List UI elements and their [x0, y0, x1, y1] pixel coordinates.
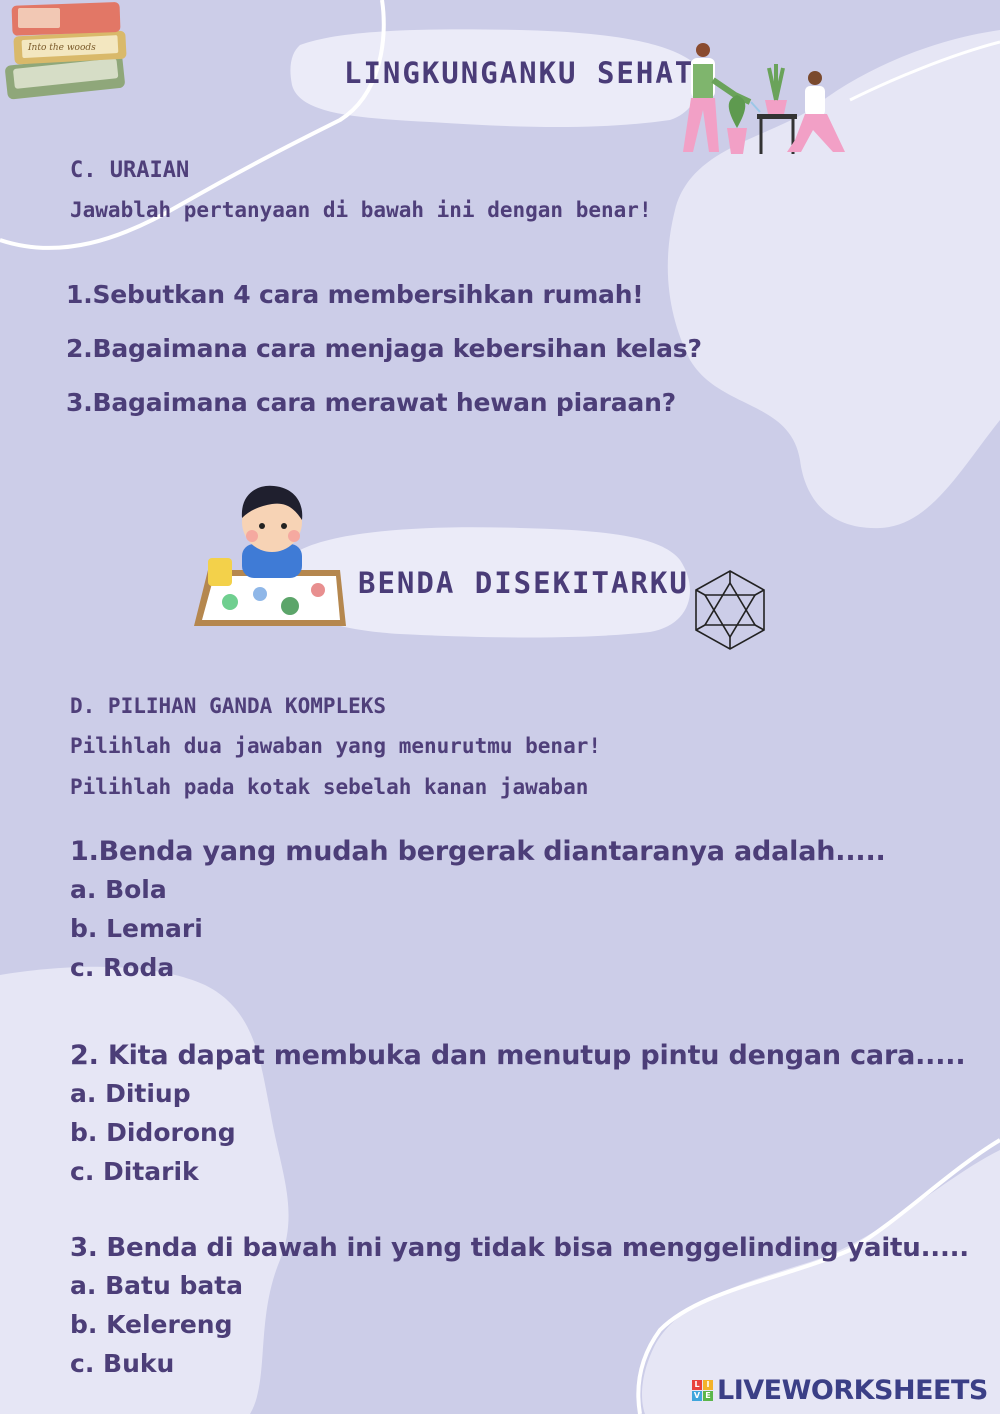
section-heading-uraian: C. URAIAN: [70, 158, 190, 183]
mc-question-2-option-c[interactable]: c. Ditarik: [70, 1157, 199, 1186]
section2-instruction-2: Pilihlah pada kotak sebelah kanan jawaban: [70, 775, 589, 799]
section-title-lingkunganku-sehat: LINGKUNGANKU SEHAT: [344, 56, 695, 90]
mc-question-3-option-b[interactable]: b. Kelereng: [70, 1310, 233, 1339]
essay-question-1: 1.Sebutkan 4 cara membersihkan rumah!: [66, 280, 644, 309]
essay-question-2: 2.Bagaimana cara menjaga kebersihan kelas?: [66, 334, 702, 363]
mc-question-2-option-b[interactable]: b. Didorong: [70, 1118, 236, 1147]
mc-question-3-option-c[interactable]: c. Buku: [70, 1349, 175, 1378]
polyhedron-icon: [693, 569, 767, 651]
liveworksheets-logo-text: LIVEWORKSHEETS: [717, 1374, 988, 1406]
mc-question-2: [70, 1038, 965, 1191]
mc-question-1-option-c[interactable]: c. Roda: [70, 953, 175, 982]
mc-question-1: [70, 834, 886, 987]
mc-question-1-option-b[interactable]: b. Lemari: [70, 914, 203, 943]
mc-question-2-option-a[interactable]: a. Ditiup: [70, 1079, 191, 1108]
section-heading-pilihan-ganda: D. PILIHAN GANDA KOMPLEKS: [70, 694, 387, 718]
mc-question-3-text: 3. Benda di bawah ini yang tidak bisa menggelinding yaitu.....: [70, 1233, 969, 1263]
section2-instruction-1: Pilihlah dua jawaban yang menurutmu benar!: [70, 734, 602, 758]
liveworksheets-logo[interactable]: [692, 1374, 988, 1406]
section1-instruction: Jawablah pertanyaan di bawah ini dengan benar!: [70, 198, 652, 222]
books-illustration: [2, 0, 137, 102]
boy-painting-illustration: [190, 482, 350, 632]
mc-question-3: [70, 1230, 969, 1383]
essay-question-3: 3.Bagaimana cara merawat hewan piaraan?: [66, 388, 676, 417]
mc-question-2-text: 2. Kita dapat membuka dan menutup pintu dengan cara.....: [70, 1040, 966, 1071]
mc-question-3-option-a[interactable]: a. Batu bata: [70, 1271, 244, 1300]
books-label: Into the woods: [28, 43, 96, 53]
section-title-benda-disekitarku: BENDA DISEKITARKU: [358, 566, 689, 600]
mc-question-1-text: 1.Benda yang mudah bergerak diantaranya adalah.....: [70, 836, 886, 867]
mc-question-1-option-a[interactable]: a. Bola: [70, 875, 167, 904]
liveworksheets-logo-icon: L I V E: [692, 1380, 713, 1401]
